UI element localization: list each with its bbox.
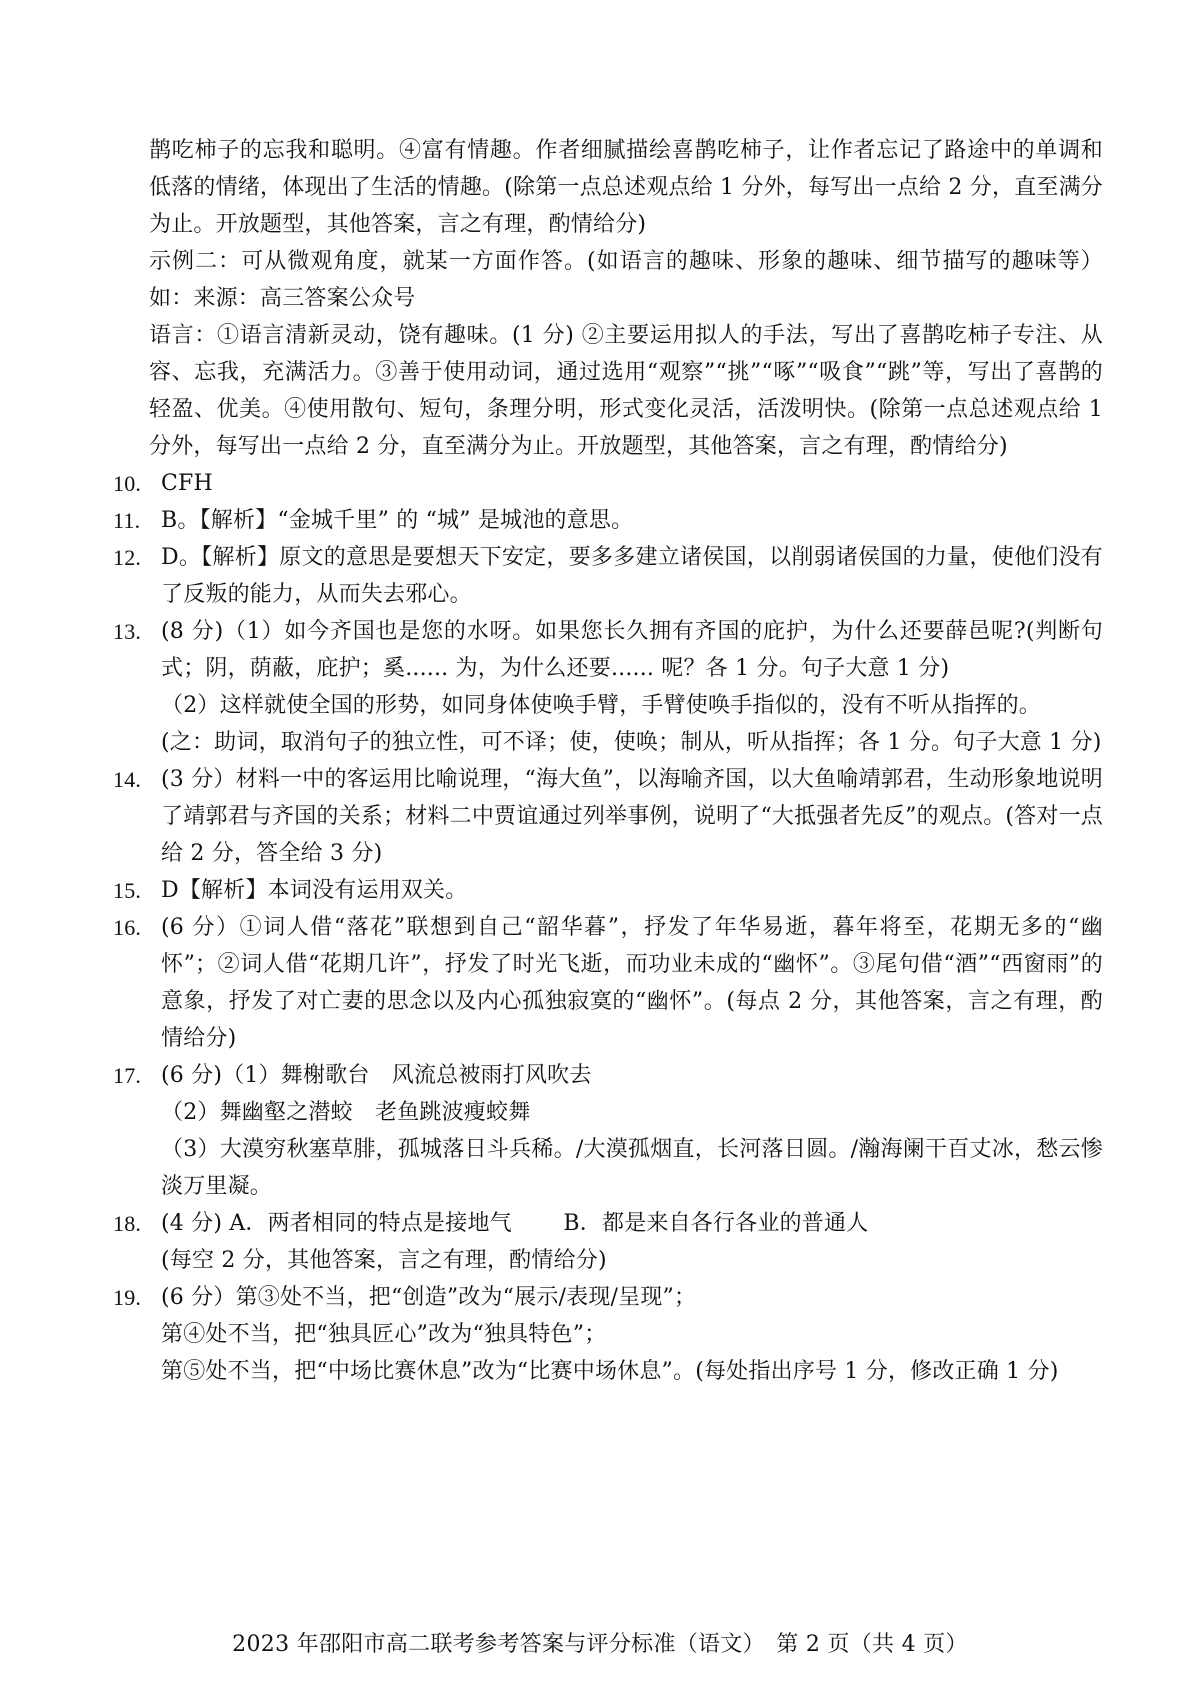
item-number: 18. — [113, 1211, 142, 1236]
item-number: 12. — [113, 545, 142, 570]
item-number: 17. — [113, 1063, 142, 1088]
answer-item-10 — [113, 465, 1103, 502]
item-number: 10. — [113, 471, 142, 496]
answer-item-15 — [113, 872, 1103, 909]
item-text: （3）大漠穷秋塞草腓，孤城落日斗兵稀。/大漠孤烟直，长河落日圆。/瀚海阑干百丈冰，愁云惨淡万里凝。 — [161, 1137, 1103, 1199]
intro-paragraph-2: 示例二：可从微观角度，就某一方面作答。(如语言的趣味、形象的趣味、细节描写的趣味等）如：来源：高三答案公众号 — [149, 249, 1103, 311]
answer-item-13 — [113, 613, 1103, 761]
answer-item-19 — [113, 1279, 1103, 1390]
item-text: (6 分）第③处不当，把“创造”改为“展示/表现/呈现”； — [161, 1285, 697, 1310]
item-text: D【解析】本词没有运用双关。 — [161, 878, 468, 903]
item-text: (6 分)（1）舞榭歌台 风流总被雨打风吹去 — [161, 1063, 592, 1088]
item-text: D。【解析】原文的意思是要想天下安定，要多多建立诸侯国，以削弱诸侯国的力量，使他们没有了反叛的能力，从而失去邪心。 — [161, 545, 1103, 607]
answer-item-16 — [113, 909, 1103, 1057]
item-number: 15. — [113, 878, 142, 903]
item-text: (3 分）材料一中的客运用比喻说理，“海大鱼”，以海喻齐国，以大鱼喻靖郭君，生动形象地说明了靖郭君与齐国的关系；材料二中贾谊通过列举事例，说明了“大抵强者先反”的观点。(答对一点给 2 分，答全给 3 分) — [161, 767, 1103, 866]
intro-paragraph-3: 语言：①语言清新灵动，饶有趣味。(1 分) ②主要运用拟人的手法，写出了喜鹊吃柿子专注、从容、忘我，充满活力。③善于使用动词，通过选用“观察”“挑”“啄”“吸食”“跳”等，写出了喜鹊的轻盈、优美。④使用散句、短句，条理分明，形式变化灵活，活泼明快。(除第一点总述观点给 1 分外，每写出一点给 2 分，直至满分为止。开放题型，其他答案，言之有理，酌情给分) — [149, 323, 1103, 459]
item-text: (4 分) A．两者相同的特点是接地气 B．都是来自各行各业的普通人 — [161, 1211, 869, 1236]
item-text: B。【解析】“金城千里” 的 “城” 是城池的意思。 — [161, 508, 634, 533]
item-text: (6 分）①词人借“落花”联想到自己“韶华暮”，抒发了年华易逝，暮年将至，花期无多的“幽怀”；②词人借“花期几许”，抒发了时光飞逝，而功业未成的“幽怀”。③尾句借“酒”“西窗雨”的意象，抒发了对亡妻的思念以及内心孤独寂寞的“幽怀”。(每点 2 分，其他答案，言之有理，酌情给分) — [161, 915, 1103, 1051]
answer-item-17 — [113, 1057, 1103, 1205]
item-text: (每空 2 分，其他答案，言之有理，酌情给分) — [161, 1248, 607, 1273]
answer-content — [113, 132, 1103, 1390]
answer-item-14 — [113, 761, 1103, 872]
item-number: 16. — [113, 915, 142, 940]
item-number: 11. — [113, 508, 141, 533]
item-text: （2）这样就使全国的形势，如同身体使唤手臂，手臂使唤手指似的，没有不听从指挥的。 — [161, 693, 1041, 718]
item-text: （2）舞幽壑之潜蛟 老鱼跳波瘦蛟舞 — [161, 1100, 531, 1125]
item-text: CFH — [161, 471, 213, 496]
intro-paragraph-1: 鹊吃柿子的忘我和聪明。④富有情趣。作者细腻描绘喜鹊吃柿子，让作者忘记了路途中的单调和低落的情绪，体现出了生活的情趣。(除第一点总述观点给 1 分外，每写出一点给 2 分，直至满分为止。开放题型，其他答案，言之有理，酌情给分) — [149, 138, 1103, 237]
page-footer: 2023 年邵阳市高二联考参考答案与评分标准（语文） 第 2 页（共 4 页） — [232, 1632, 968, 1657]
item-number: 13. — [113, 619, 142, 644]
item-text: 第④处不当，把“独具匠心”改为“独具特色”； — [161, 1322, 607, 1347]
answer-item-12 — [113, 539, 1103, 613]
item-text: 第⑤处不当，把“中场比赛休息”改为“比赛中场休息”。(每处指出序号 1 分，修改正确 1 分) — [161, 1359, 1059, 1384]
item-text: (之：助词，取消句子的独立性，可不译；使，使唤；制从，听从指挥；各 1 分。句子大意 1 分) — [161, 730, 1102, 755]
answer-item-11 — [113, 502, 1103, 539]
answer-item-18 — [113, 1205, 1103, 1279]
item-text: (8 分)（1）如今齐国也是您的水呀。如果您长久拥有齐国的庇护，为什么还要薛邑呢?(判断句式；阴，荫蔽，庇护；奚...... 为，为什么还要...... 呢？各 1 分。句子大意 1 分) — [161, 619, 1103, 681]
item-number: 14. — [113, 767, 142, 792]
item-number: 19. — [113, 1285, 142, 1310]
